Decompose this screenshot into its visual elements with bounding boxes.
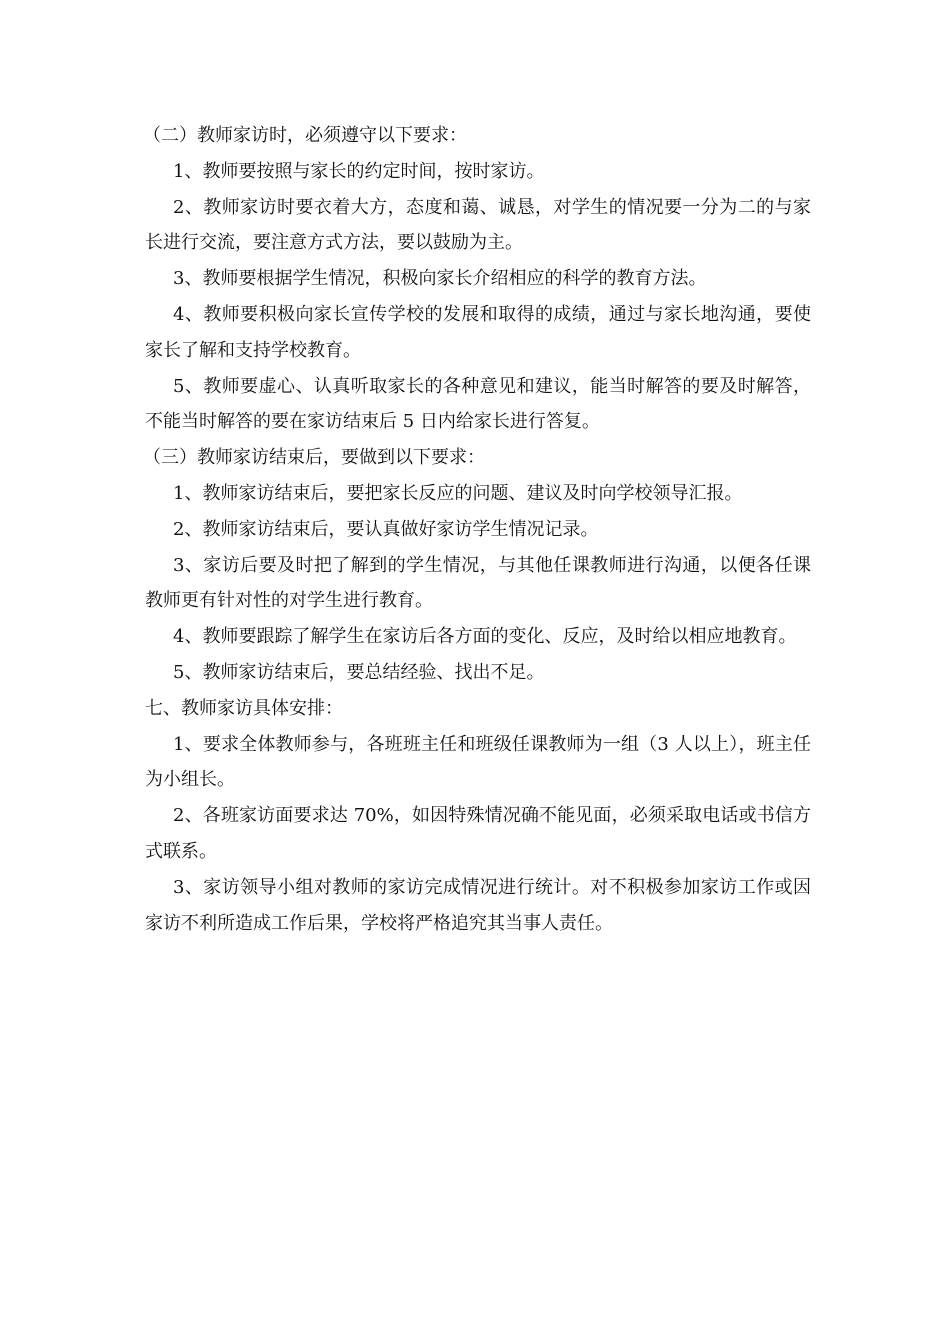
list-item: 1、教师家访结束后，要把家长反应的问题、建议及时向学校领导汇报。 [173, 482, 743, 504]
section-heading-during-visit: （二）教师家访时，必须遵守以下要求： [143, 125, 467, 146]
section-heading-arrangement: 七、教师家访具体安排： [145, 697, 343, 719]
list-item: 1、要求全体教师参与，各班班主任和班级任课教师为一组（3 人以上），班主任为小组长。 [145, 733, 811, 791]
list-item: 2、各班家访面要求达 70%，如因特殊情况确不能见面，必须采取电话或书信方式联系。 [145, 805, 811, 862]
list-item: 1、教师要按照与家长的约定时间，按时家访。 [173, 160, 545, 182]
list-item: 2、教师家访结束后，要认真做好家访学生情况记录。 [173, 518, 599, 540]
list-item: 5、教师要虚心、认真听取家长的各种意见和建议，能当时解答的要及时解答，不能当时解答的要在家访结束后 5 日内给家长进行答复。 [145, 375, 811, 433]
list-item: 3、家访领导小组对教师的家访完成情况进行统计。对不积极参加家访工作或因家访不利所造成工作后果，学校将严格追究其当事人责任。 [145, 876, 811, 934]
list-item: 3、家访后要及时把了解到的学生情况，与其他任课教师进行沟通，以便各任课教师更有针对性的对学生进行教育。 [145, 554, 811, 612]
list-item: 4、教师要积极向家长宣传学校的发展和取得的成绩，通过与家长地沟通，要使家长了解和支持学校教育。 [145, 303, 811, 361]
list-item: 2、教师家访时要衣着大方，态度和蔼、诚恳，对学生的情况要一分为二的与家长进行交流，要注意方式方法，要以鼓励为主。 [145, 196, 811, 254]
list-item: 4、教师要跟踪了解学生在家访后各方面的变化、反应，及时给以相应地教育。 [173, 626, 797, 648]
list-item: 3、教师要根据学生情况，积极向家长介绍相应的科学的教育方法。 [173, 268, 707, 290]
document-body [145, 118, 811, 941]
list-item: 5、教师家访结束后，要总结经验、找出不足。 [173, 661, 545, 683]
section-heading-after-visit: （三）教师家访结束后，要做到以下要求： [143, 447, 485, 469]
